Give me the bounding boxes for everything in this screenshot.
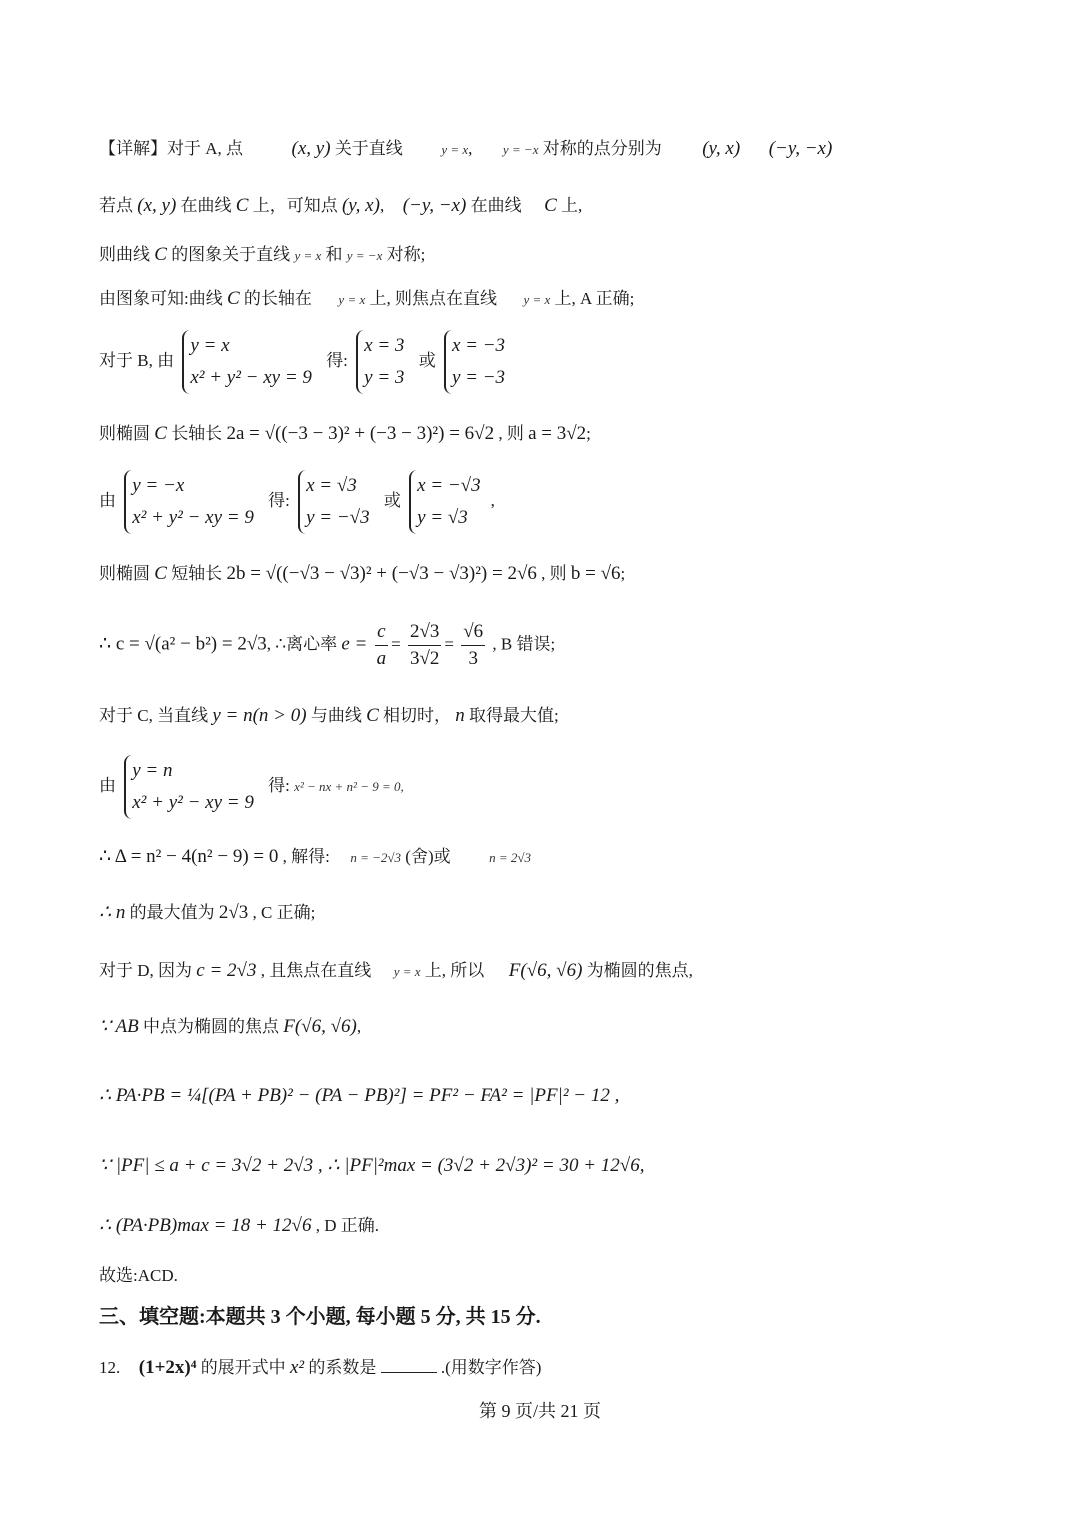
math: (−y, −x) [402, 195, 467, 216]
text: 上, [561, 196, 583, 215]
line-17 [99, 1155, 1040, 1177]
text: 的图象关于直线 [171, 245, 291, 264]
text: 在曲线 [180, 196, 232, 215]
text: 取得最大值; [469, 706, 559, 725]
text: , C 正确; [252, 903, 316, 922]
math: y = −x [346, 248, 383, 263]
eq: y = √3 [417, 507, 468, 528]
math: C [226, 288, 240, 309]
math: n = −2√3 [350, 850, 402, 865]
line-1: 【详解】对于 A, 点 (x, y) 关于直线 y = x, y = −x 对称的点分别为 (y, x) (−y, −x) [99, 138, 833, 159]
text: 得: [268, 775, 290, 795]
line-14 [99, 960, 1040, 983]
text: 的最大值为 [129, 903, 215, 922]
num: 2√3 [408, 619, 441, 646]
fraction [375, 619, 389, 672]
line-6: 则椭圆 C 长轴长 2a = √((−3 − 3)² + (−3 − 3)²) = 6√2 , 则 a = 3√2; [99, 423, 591, 444]
eq: x² + y² − xy = 9 [190, 367, 312, 388]
num: c [375, 619, 389, 646]
text: 由图象可知:曲线 [99, 289, 223, 308]
system-B [182, 330, 318, 394]
math: y = n(n > 0) [212, 705, 307, 726]
math: (y, x) [702, 138, 741, 159]
solution-B1 [356, 330, 410, 394]
math: ∴ PA·PB = ¼[(PA + PB)² − (PA − PB)²] = PF² − FA² = |PF|² − 12 , [99, 1085, 620, 1106]
math: (x, y) [137, 195, 177, 216]
text: 则椭圆 [99, 424, 150, 443]
text: , 且焦点在直线 [260, 961, 372, 980]
num: √6 [461, 619, 485, 646]
text: (舍)或 [405, 847, 451, 866]
text: 长轴长 [171, 424, 223, 443]
text: 【详解】对于 A, 点 [99, 139, 244, 158]
eq: y = x [190, 335, 230, 356]
math: ∴ c = √(a² − b²) = 2√3 [99, 633, 267, 655]
line-8: 则椭圆 C 短轴长 2b = √((−√3 − √3)² + (−√3 − √3)²) = 2√6 , 则 b = √6; [99, 563, 626, 584]
solution-B3 [298, 470, 376, 534]
den: 3 [468, 648, 478, 669]
section-heading [99, 1306, 1040, 1328]
page-footer: 第 9 页/共 21 页 [478, 1401, 601, 1421]
math: n = 2√3 [489, 850, 532, 865]
math: y = −x [502, 142, 539, 157]
text: 和 [325, 245, 343, 264]
text: , 解得: [282, 847, 330, 866]
math: ∵ AB [99, 1016, 139, 1037]
text: 上, 则焦点在直线 [369, 289, 497, 308]
line-11 [99, 755, 1040, 819]
system-B2 [124, 470, 260, 534]
line-15: ∵ AB 中点为椭圆的焦点 F(√6, √6), [99, 1016, 362, 1037]
text: 得: [326, 350, 348, 370]
line-18 [99, 1215, 1040, 1237]
math: y = x [523, 292, 551, 307]
math: 2√3 [218, 902, 249, 923]
text: , 则 [541, 564, 567, 583]
math: y = x [441, 142, 469, 157]
text: 对于 D, 因为 [99, 961, 193, 980]
math: F(√6, √6) [508, 960, 583, 981]
math: C [154, 244, 167, 265]
math: y = x [393, 964, 421, 979]
text: 对称; [386, 245, 426, 264]
math: C [366, 705, 379, 726]
math: n [455, 705, 465, 726]
math: (y, x) [341, 195, 380, 216]
eq: x = √3 [306, 475, 357, 496]
eq: x² + y² − xy = 9 [132, 507, 254, 528]
text: .(用数字作答) [440, 1358, 542, 1377]
den: a [376, 648, 387, 669]
math: F(√6, √6) [283, 1016, 357, 1037]
math: y = x [294, 248, 322, 263]
line-19 [99, 1265, 1040, 1287]
math: ∴ Δ = n² − 4(n² − 9) = 0 [99, 846, 279, 867]
eq: x² + y² − xy = 9 [132, 792, 254, 813]
text: , 则 [498, 424, 524, 443]
question-number: 12. [99, 1358, 121, 1377]
text: 上，可知点 [252, 196, 338, 215]
line-10 [99, 705, 1040, 727]
math: y = x [338, 292, 366, 307]
text: 或 [383, 490, 401, 510]
math: 2a = √((−3 − 3)² + (−3 − 3)²) = 6√2 [226, 423, 495, 444]
text: 对于 C, 当直线 [99, 706, 209, 725]
text: 为椭圆的焦点, [586, 961, 693, 980]
line-4 [99, 288, 1040, 311]
text: 对于 B, 由 [99, 350, 175, 370]
text: , B 错误; [492, 634, 556, 654]
math: ∴ (PA·PB)max = 18 + 12√6 [99, 1215, 312, 1236]
solution-B2 [444, 330, 511, 394]
text: 或 [418, 350, 436, 370]
line-5 [99, 330, 1040, 394]
math: (x, y) [291, 138, 331, 159]
math: ∴ n [99, 902, 126, 923]
line-9: ∴ c = √(a² − b²) = 2√3, ∴离心率 e = $\frac{c}{a}$ = $\frac{2√3}{3√2}$ = $\frac{√6}{3}$ , B 错误; [99, 619, 1040, 672]
text: 的系数是 [308, 1358, 377, 1377]
text: 关于直线 [334, 139, 403, 158]
text: 对称的点分别为 [542, 139, 662, 158]
text: 与曲线 [310, 706, 362, 725]
answer-blank[interactable] [381, 1356, 437, 1373]
math: ∵ |PF| ≤ a + c = 3√2 + 2√3 , ∴ |PF|²max = (3√2 + 2√3)² = 30 + 12√6, [99, 1155, 645, 1176]
eq: y = 3 [364, 367, 405, 388]
text: 由 [99, 490, 116, 510]
question-12 [99, 1356, 1040, 1379]
text: 短轴长 [171, 564, 223, 583]
text: 中点为椭圆的焦点 [142, 1017, 279, 1036]
eq: x = −3 [451, 335, 506, 356]
line-7: 由 y = −x x² + y² − xy = 9 得: x = √3 y = −√3 或 x = −√3 y = √3, [99, 470, 1040, 534]
system-C [124, 755, 260, 819]
text: 的展开式中 [200, 1358, 286, 1377]
math: b = √6 [570, 563, 621, 584]
line-3 [99, 244, 1040, 267]
text: ∴离心率 [275, 634, 338, 654]
solution-B4 [409, 470, 487, 534]
math: (−y, −x) [768, 138, 833, 159]
text: 的长轴在 [243, 289, 312, 308]
text: 得: [268, 490, 290, 510]
math: a = 3√2 [528, 423, 587, 444]
line-13 [99, 902, 1040, 924]
eq: y = n [132, 760, 173, 781]
math: C [154, 423, 167, 444]
line-2: 若点 (x, y) 在曲线 C 上，可知点 (y, x), (−y, −x) 在曲线 C 上, [99, 195, 583, 216]
text: 上, 所以 [424, 961, 485, 980]
line-12 [99, 846, 1040, 869]
text: 上, A 正确; [554, 289, 635, 308]
math: C [154, 563, 167, 584]
math: x² [289, 1357, 305, 1378]
math: C [235, 195, 249, 216]
den: 3√2 [409, 648, 440, 669]
math: 2b = √((−√3 − √3)² + (−√3 − √3)²) = 2√6 [226, 563, 537, 584]
eq: x = 3 [364, 335, 405, 356]
text: 则曲线 [99, 245, 150, 264]
answer-text: 故选:ACD. [99, 1266, 178, 1285]
math: x² − nx + n² − 9 = 0, [294, 778, 404, 794]
heading-text: 三、填空题:本题共 3 个小题, 每小题 5 分, 共 15 分. [99, 1306, 541, 1328]
text: 在曲线 [470, 196, 522, 215]
fraction [461, 619, 485, 672]
line-16 [99, 1085, 1040, 1107]
eq: y = −√3 [306, 507, 370, 528]
fraction [408, 619, 441, 672]
text: 若点 [99, 196, 133, 215]
text: 则椭圆 [99, 564, 150, 583]
math: C [544, 195, 557, 216]
eq: y = −x [132, 475, 185, 496]
math: e = [341, 633, 368, 655]
math: (1+2x)⁴ [138, 1357, 197, 1378]
math: c = 2√3 [196, 960, 257, 981]
text: 相切时， [383, 706, 452, 725]
text: , D 正确. [315, 1216, 379, 1235]
eq: x = −√3 [417, 475, 481, 496]
eq: y = −3 [451, 367, 506, 388]
text: 由 [99, 775, 116, 795]
